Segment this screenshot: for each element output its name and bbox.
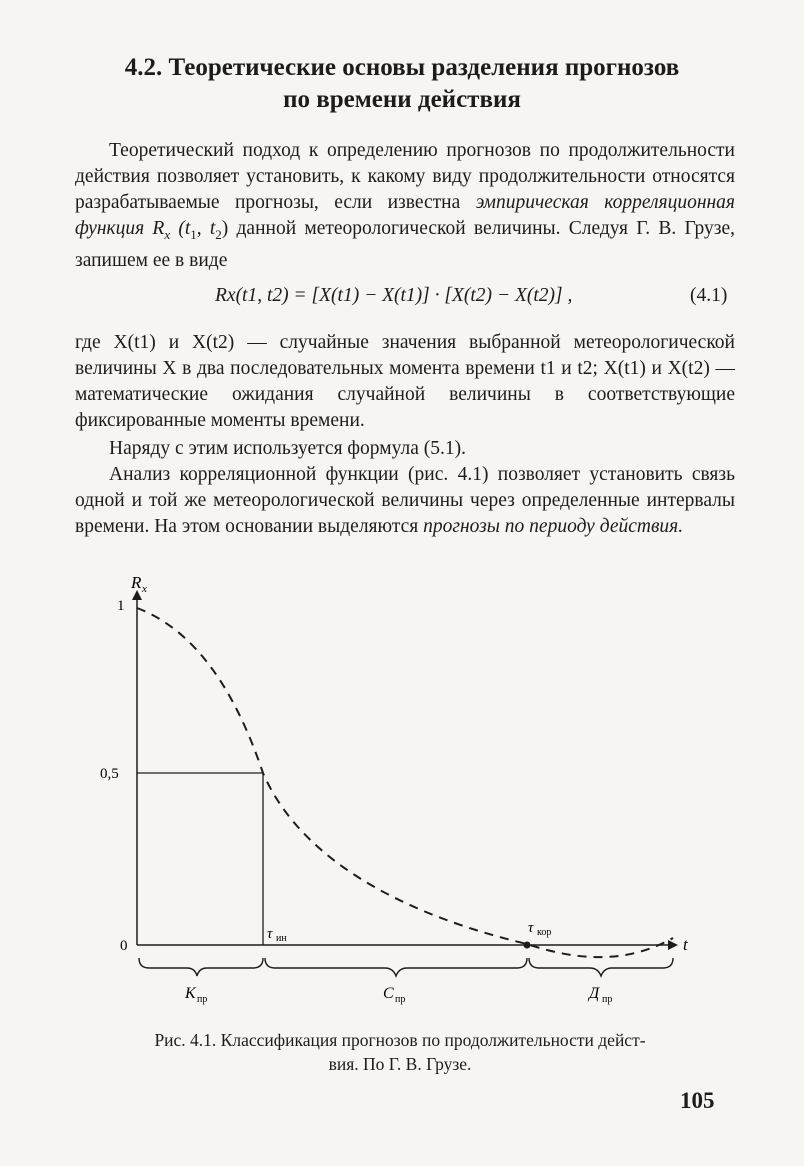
k-sub: пр	[197, 994, 208, 1005]
tau-in-label: τ	[267, 926, 273, 942]
p1-emphasis: эмпирическая корреляционная функция	[75, 192, 735, 239]
tau-in-sub: ин	[276, 933, 287, 944]
tau-kor-label: τ	[528, 920, 534, 936]
paragraph-2	[75, 330, 735, 434]
c-label: C	[383, 985, 394, 1002]
brace-c	[265, 958, 527, 976]
c-sub: пр	[395, 994, 406, 1005]
p1-text-h: ) данной метеорологической величины. Следуя Г. В. Грузе, запишем ее в виде	[75, 218, 735, 271]
paragraph-3	[75, 436, 735, 462]
p1-t2-sub: 2	[215, 226, 222, 242]
p2-text: где X(t1) и X(t2) — случайные значения выбранной метеорологической величины X в два последовательных момента времени t1 и t2; X(t1) и X(t2) — математические ожидания случайной величины в соответствующие фиксированные моменты времени.	[75, 332, 735, 431]
p1-text-a: Теоретический подход к определению прогнозов по продолжительности действия позволяет установить, к какому виду продолжительности относятся разрабатываемые прогнозы, если известна	[75, 140, 735, 213]
tick-1: 1	[117, 598, 125, 614]
section-heading	[70, 52, 734, 116]
caption-line-1: Рис. 4.1. Классификация прогнозов по продолжительности дейст-	[154, 1030, 646, 1050]
formula-text: Rx(t1, t2) = [X(t1) − X(t1)] · [X(t2) − X(t2)] ,	[215, 285, 573, 306]
y-axis-label: R	[131, 573, 142, 592]
d-sub: пр	[602, 994, 613, 1005]
p3-text: Наряду с этим используется формула (5.1).	[109, 438, 466, 459]
tau-kor-point	[524, 942, 531, 949]
p4-text-a: Анализ корреляционной функции (рис. 4.1) позволяет установить связь одной и той же метеорологической величины через определенные интервалы времени. На этом основании выделяются	[75, 464, 735, 537]
paragraph-1	[75, 138, 735, 274]
figure-caption	[100, 1028, 700, 1076]
brace-d	[529, 958, 673, 976]
page-number: 105	[680, 1088, 715, 1113]
p1-t2: , t	[196, 218, 216, 239]
p4-emphasis: прогнозы по периоду действия.	[423, 516, 684, 537]
d-label: Д	[589, 985, 600, 1002]
y-axis-sub: x	[142, 583, 147, 595]
equation-number: (4.1)	[690, 285, 728, 306]
tick-0: 0	[120, 938, 128, 954]
tick-05: 0,5	[100, 766, 119, 782]
p1-rx: R	[144, 218, 165, 239]
p1-rx-sub: x	[164, 226, 171, 242]
heading-line-1: 4.2. Теоретические основы разделения прогнозов	[124, 54, 680, 81]
p1-t1: (t	[170, 218, 191, 239]
correlation-curve	[137, 608, 673, 957]
x-axis-label: t	[683, 935, 688, 954]
k-label: K	[185, 985, 196, 1002]
x-axis-arrow	[668, 940, 678, 950]
caption-line-2: вия. По Г. В. Грузе.	[328, 1054, 472, 1074]
paragraph-4	[75, 462, 735, 540]
heading-line-2: по времени действия	[283, 86, 521, 113]
p1-t1-sub: 1	[190, 226, 197, 242]
brace-k	[139, 958, 263, 976]
tau-kor-sub: кор	[537, 927, 552, 938]
figure-4-1	[95, 570, 715, 1010]
formula-4-1	[215, 285, 572, 307]
